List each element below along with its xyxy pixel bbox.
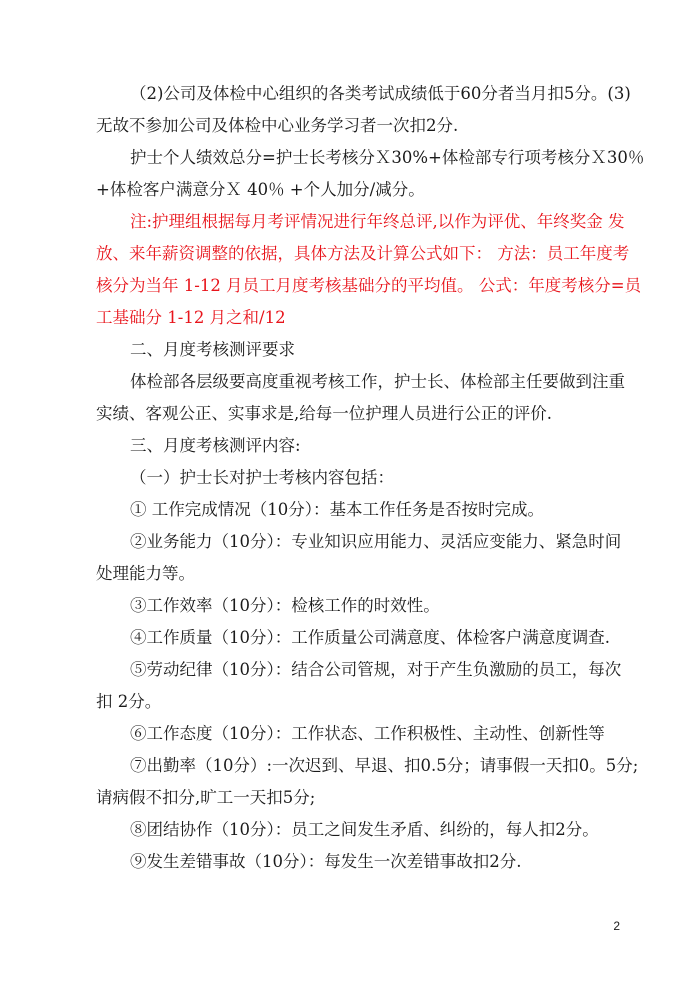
list-item: ②业务能力（10分）：专业知识应用能力、灵活应变能力、紧急时间 [130,532,622,551]
text-line: 扣 2分。 [96,692,162,711]
page-number: 2 [613,919,620,933]
text-line: +体检客户满意分Ｘ 40％ +个人加分/减分。 [96,180,425,199]
list-item: ⑤劳动纪律（10分）：结合公司管规，对于产生负激励的员工，每次 [130,660,622,679]
list-item: ⑧团结协作（10分）：员工之间发生矛盾、纠纷的，每人扣2分。 [130,820,599,839]
list-item: ⑦出勤率（10分）:一次迟到、早退、扣0.5分；请事假一天扣0。5分; [130,756,639,775]
document-body [96,78,645,878]
text-line: 请病假不扣分,旷工一天扣5分; [96,788,316,807]
section-heading: 三、月度考核测评内容: [130,436,301,455]
text-line: 无故不参加公司及体检中心业务学习者一次扣2分. [96,116,459,135]
text-line: 实绩、客观公正、实事求是,给每一位护理人员进行公正的评价. [96,404,552,423]
list-item: ⑥工作态度（10分）：工作状态、工作积极性、主动性、创新性等 [130,724,605,743]
section-heading: 二、月度考核测评要求 [130,340,295,359]
red-note-line: 核分为当年 1-12 月员工月度考核基础分的平均值。 公式：年度考核分=员 [96,276,642,295]
text-line: （2)公司及体检中心组织的各类考试成绩低于60分者当月扣5分。(3) [130,84,631,103]
text-line: 护士个人绩效总分=护士长考核分Ｘ30%+体检部专行项考核分Ｘ30％ [130,148,645,167]
red-note-line: 工基础分 1-12 月之和/12 [96,308,286,327]
list-item: ③工作效率（10分）：检核工作的时效性。 [130,596,440,615]
red-note-line: 注:护理组根据每月考评情况进行年终总评,以作为评优、年终奖金 发 [130,212,625,231]
red-note-line: 放、来年薪资调整的依据，具体方法及计算公式如下： 方法：员工年度考 [96,244,630,263]
text-line: 体检部各层级要高度重视考核工作，护士长、体检部主任要做到注重 [130,372,625,391]
text-line: 处理能力等。 [96,564,195,583]
list-item: ⑨发生差错事故（10分）：每发生一次差错事故扣2分. [130,852,522,871]
list-item: ① 工作完成情况（10分）：基本工作任务是否按时完成。 [130,500,544,519]
list-item: ④工作质量（10分）：工作质量公司满意度、体检客户满意度调查. [130,628,610,647]
subsection-heading: （一）护士长对护士考核内容包括： [130,468,394,487]
